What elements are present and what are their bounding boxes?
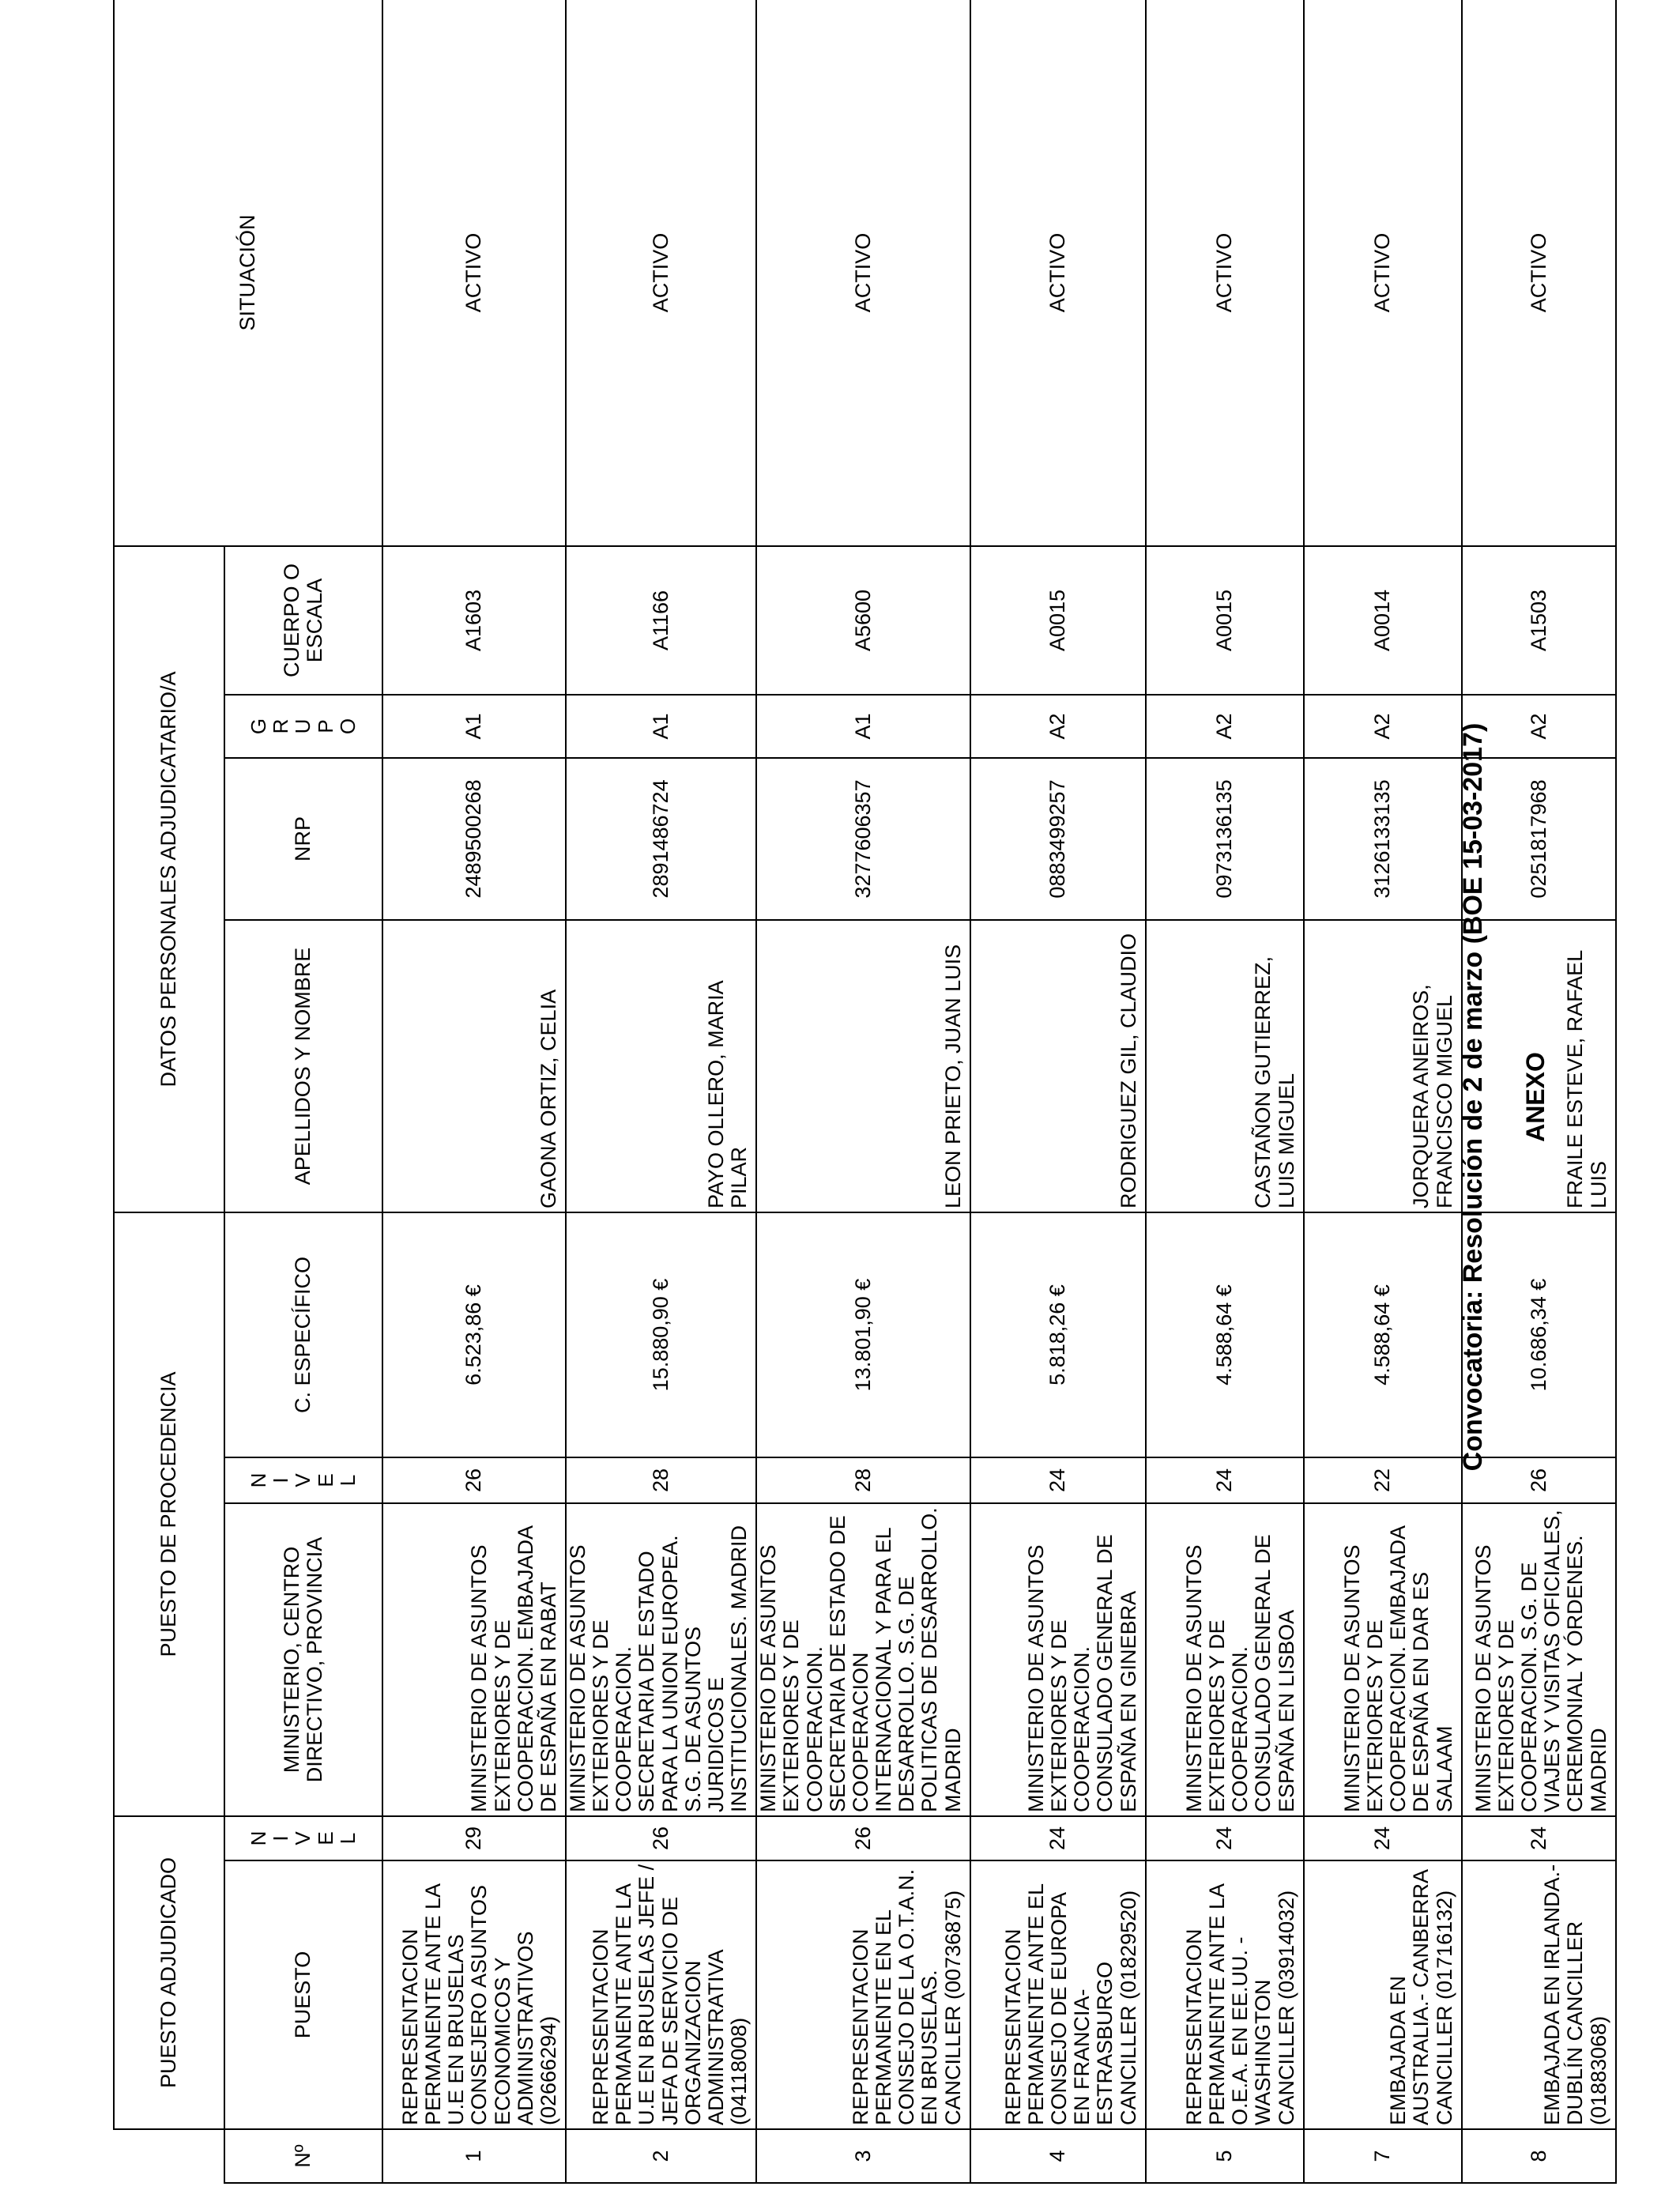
cell-nivel-proc: 24 — [1146, 1457, 1304, 1503]
cell-especifico: 4.588,64 € — [1304, 1212, 1462, 1457]
cell-especifico: 13.801,90 € — [756, 1212, 970, 1457]
header-cuerpo: CUERPO O ESCALA — [224, 546, 382, 695]
cell-puesto: REPRESENTACION PERMANENTE ANTE EL CONSEJO DE EUROPA EN FRANCIA- ESTRASBURGO CANCILLER (01829520) — [970, 1860, 1146, 2129]
cell-cuerpo: A5600 — [756, 546, 970, 695]
cell-apellidos: CASTAÑON GUTIERREZ, LUIS MIGUEL — [1146, 920, 1304, 1212]
group-puesto-adjudicado: PUESTO ADJUDICADO — [114, 1816, 224, 2129]
cell-nivel: 26 — [566, 1816, 756, 1860]
cell-nivel: 29 — [382, 1816, 566, 1860]
header-nivel — [224, 1816, 382, 1860]
anexo-table — [113, 0, 1617, 2184]
cell-situacion: ACTIVO — [1146, 0, 1304, 546]
cell-nivel: 26 — [756, 1816, 970, 1860]
cell-nivel-proc: 28 — [756, 1457, 970, 1503]
cell-nrp: 0251817968 — [1462, 758, 1616, 920]
cell-nrp: 2489500268 — [382, 758, 566, 920]
cell-apellidos: LEON PRIETO, JUAN LUIS — [756, 920, 970, 1212]
cell-especifico: 4.588,64 € — [1146, 1212, 1304, 1457]
cell-nivel: 24 — [1462, 1816, 1616, 1860]
cell-puesto: EMBAJADA EN IRLANDA.- DUBLÍN CANCILLER (01883068) — [1462, 1860, 1616, 2129]
cell-situacion: ACTIVO — [382, 0, 566, 546]
cell-num: 1 — [382, 2129, 566, 2183]
cell-grupo: A2 — [970, 695, 1146, 758]
cell-ministerio: MINISTERIO DE ASUNTOS EXTERIORES Y DE COOPERACION. SECRETARIA DE ESTADO DE COOPERACION INTERNACIONAL Y PARA EL DESARROLLO. S.G. DE POLITICAS DE DESARROLLO. MADRID — [756, 1503, 970, 1816]
cell-cuerpo: A0014 — [1304, 546, 1462, 695]
cell-situacion: ACTIVO — [1462, 0, 1616, 546]
cell-cuerpo: A0015 — [970, 546, 1146, 695]
cell-especifico: 5.818,26 € — [970, 1212, 1146, 1457]
table-row — [1146, 0, 1304, 2183]
cell-num: 2 — [566, 2129, 756, 2183]
cell-num: 8 — [1462, 2129, 1616, 2183]
cell-situacion: ACTIVO — [1304, 0, 1462, 546]
cell-nivel: 24 — [1304, 1816, 1462, 1860]
header-num: Nº — [224, 2129, 382, 2183]
cell-nrp: 2891486724 — [566, 758, 756, 920]
cell-puesto: EMBAJADA EN AUSTRALIA.- CANBERRA CANCILLER (01716132) — [1304, 1860, 1462, 2129]
header-grupo-text: G R U P O — [247, 718, 360, 735]
cell-nivel-proc: 24 — [970, 1457, 1146, 1503]
cell-ministerio: MINISTERIO DE ASUNTOS EXTERIORES Y DE COOPERACION. CONSULADO GENERAL DE ESPAÑA EN GINEBRA — [970, 1503, 1146, 1816]
header-nivel-procedencia — [224, 1457, 382, 1503]
table-row — [756, 0, 970, 2183]
cell-apellidos: GAONA ORTIZ, CELIA — [382, 920, 566, 1212]
cell-num: 7 — [1304, 2129, 1462, 2183]
cell-ministerio: MINISTERIO DE ASUNTOS EXTERIORES Y DE COOPERACION. CONSULADO GENERAL DE ESPAÑA EN LISBOA — [1146, 1503, 1304, 1816]
cell-apellidos: RODRIGUEZ GIL, CLAUDIO — [970, 920, 1146, 1212]
cell-num: 5 — [1146, 2129, 1304, 2183]
cell-especifico: 15.880,90 € — [566, 1212, 756, 1457]
cell-ministerio: MINISTERIO DE ASUNTOS EXTERIORES Y DE COOPERACION. S.G. DE VIAJES Y VISITAS OFICIALES, CEREMONIAL Y ÓRDENES. MADRID — [1462, 1503, 1616, 1816]
cell-num: 3 — [756, 2129, 970, 2183]
group-puesto-procedencia: PUESTO DE PROCEDENCIA — [114, 1212, 224, 1816]
cell-nrp: 3277606357 — [756, 758, 970, 920]
table-row — [970, 0, 1146, 2183]
cell-nivel-proc: 22 — [1304, 1457, 1462, 1503]
cell-cuerpo: A1166 — [566, 546, 756, 695]
cell-situacion: ACTIVO — [970, 0, 1146, 546]
header-puesto: PUESTO — [224, 1860, 382, 2129]
cell-apellidos: JORQUERA ANEIROS, FRANCISCO MIGUEL — [1304, 920, 1462, 1212]
document-subtitle: Convocatoria: Resolución de 2 de marzo (BOE 15-03-2017) — [1458, 722, 1488, 1472]
cell-nivel: 24 — [970, 1816, 1146, 1860]
table-row — [1462, 0, 1616, 2183]
cell-nrp: 0973136135 — [1146, 758, 1304, 920]
header-grupo — [224, 695, 382, 758]
cell-nivel-proc: 26 — [1462, 1457, 1616, 1503]
header-ministerio: MINISTERIO, CENTRO DIRECTIVO, PROVINCIA — [224, 1503, 382, 1816]
cell-puesto: REPRESENTACION PERMANENTE ANTE LA O.E.A. EN EE.UU. - WASHINGTON CANCILLER (03914032) — [1146, 1860, 1304, 2129]
header-situacion: SITUACIÓN — [114, 0, 382, 546]
cell-situacion: ACTIVO — [566, 0, 756, 546]
document-title: ANEXO — [1521, 1052, 1550, 1142]
cell-nivel-proc: 28 — [566, 1457, 756, 1503]
cell-grupo: A2 — [1304, 695, 1462, 758]
cell-especifico: 6.523,86 € — [382, 1212, 566, 1457]
cell-nivel-proc: 26 — [382, 1457, 566, 1503]
table-row — [1304, 0, 1462, 2183]
cell-situacion: ACTIVO — [756, 0, 970, 546]
cell-ministerio: MINISTERIO DE ASUNTOS EXTERIORES Y DE COOPERACION. SECRETARIA DE ESTADO PARA LA UNION EUROPEA. S.G. DE ASUNTOS JURIDICOS E INSTITUCIONALES. MADRID — [566, 1503, 756, 1816]
cell-nrp: 3126133135 — [1304, 758, 1462, 920]
cell-ministerio: MINISTERIO DE ASUNTOS EXTERIORES Y DE COOPERACION. EMBAJADA DE ESPAÑA EN RABAT — [382, 1503, 566, 1816]
cell-cuerpo: A1603 — [382, 546, 566, 695]
cell-grupo: A1 — [566, 695, 756, 758]
cell-grupo: A1 — [756, 695, 970, 758]
group-header-row — [114, 0, 224, 2183]
cell-cuerpo: A1503 — [1462, 546, 1616, 695]
header-especifico: C. ESPECÍFICO — [224, 1212, 382, 1457]
header-nivel-procedencia-text: N I V E L — [247, 1472, 360, 1488]
cell-grupo: A2 — [1146, 695, 1304, 758]
cell-puesto: REPRESENTACION PERMANENTE EN EL CONSEJO DE LA O.T.A.N. EN BRUSELAS. CANCILLER (00736875) — [756, 1860, 970, 2129]
cell-apellidos: FRAILE ESTEVE, RAFAEL LUIS — [1462, 920, 1616, 1212]
group-datos-personales: DATOS PERSONALES ADJUDICATARIO/A — [114, 546, 224, 1212]
header-nrp: NRP — [224, 758, 382, 920]
table-row — [382, 0, 566, 2183]
cell-grupo: A2 — [1462, 695, 1616, 758]
cell-puesto: REPRESENTACION PERMANENTE ANTE LA U.E EN BRUSELAS JEFE / JEFA DE SERVICIO DE ORGANIZACION ADMINISTRATIVA (04118008) — [566, 1860, 756, 2129]
cell-apellidos: PAYO OLLERO, MARIA PILAR — [566, 920, 756, 1212]
cell-ministerio: MINISTERIO DE ASUNTOS EXTERIORES Y DE COOPERACION. EMBAJADA DE ESPAÑA EN DAR ES SALAAM — [1304, 1503, 1462, 1816]
header-apellidos: APELLIDOS Y NOMBRE — [224, 920, 382, 1212]
header-nivel-text: N I V E L — [247, 1830, 360, 1846]
cell-cuerpo: A0015 — [1146, 546, 1304, 695]
table-row — [566, 0, 756, 2183]
cell-nrp: 0883499257 — [970, 758, 1146, 920]
cell-num: 4 — [970, 2129, 1146, 2183]
cell-nivel: 24 — [1146, 1816, 1304, 1860]
cell-especifico: 10.686,34 € — [1462, 1212, 1616, 1457]
cell-grupo: A1 — [382, 695, 566, 758]
cell-puesto: REPRESENTACION PERMANENTE ANTE LA U.E EN BRUSELAS CONSEJERO ASUNTOS ECONOMICOS Y ADMINISTRATIVOS (02666294) — [382, 1860, 566, 2129]
